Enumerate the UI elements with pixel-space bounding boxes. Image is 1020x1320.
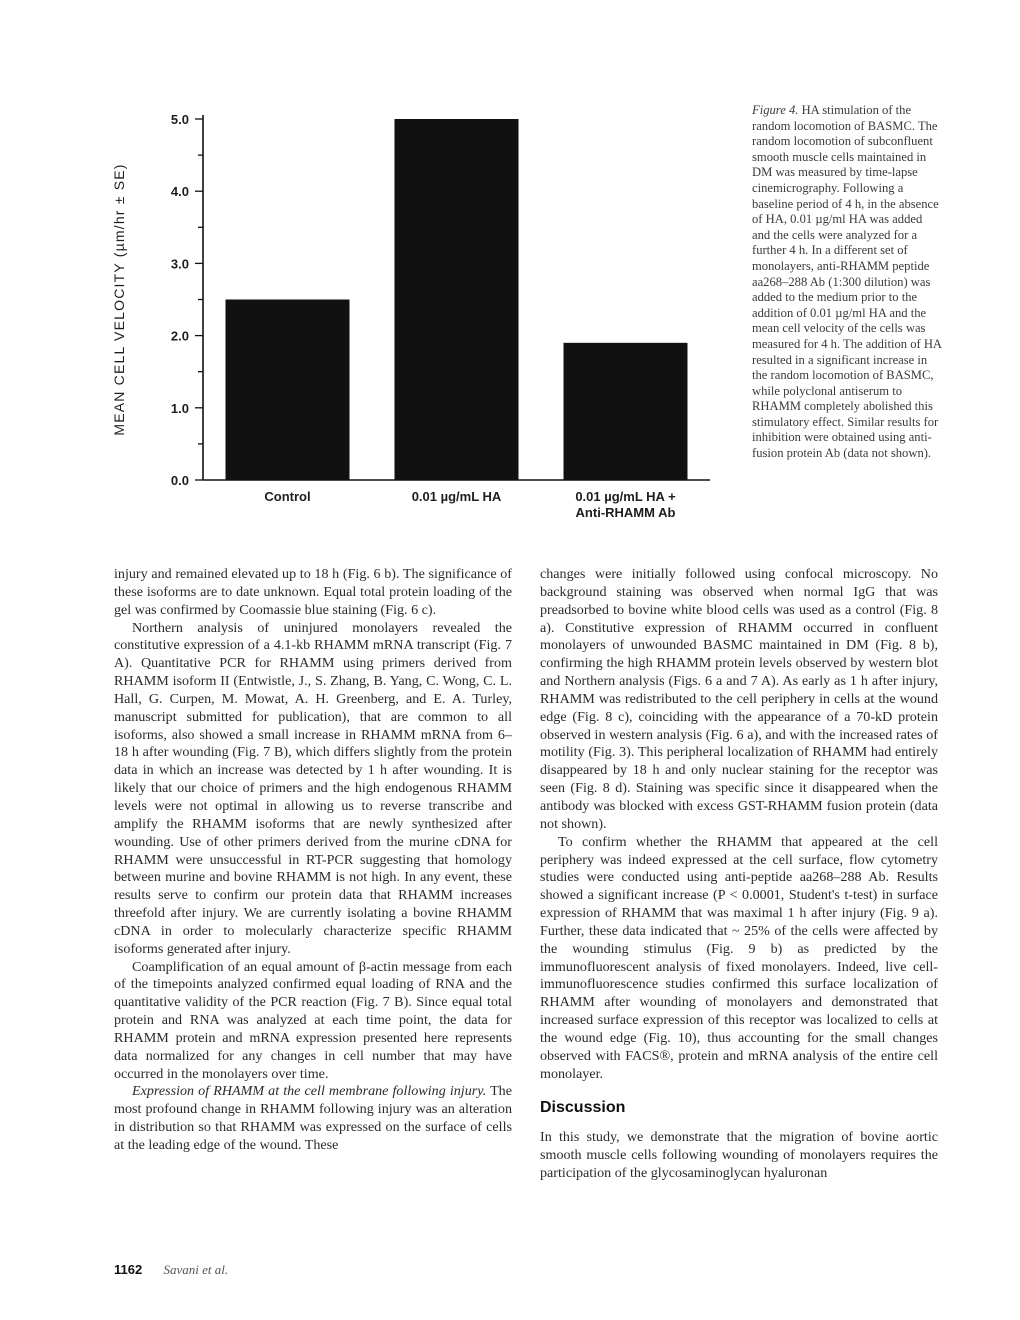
page-footer (114, 1262, 228, 1278)
figure-caption-text: HA stimulation of the random locomotion of BASMC. The random locomotion of subconfluent smooth muscle cells maintained in DM was measured by time-lapse cinemicrography. Following a baseline period of 4 h, in the absence of HA, 0.01 µg/ml HA was added and the cells were analyzed for a further 4 h. In a different set of monolayers, anti-RHAMM peptide aa268–288 Ab (1:300 dilution) was added to the medium prior to the addition of 0.01 µg/ml HA and the mean cell velocity of the cells was measured for 4 h. The addition of HA resulted in a significant increase in the random locomotion of BASMC, while polyclonal antiserum to RHAMM completely abolished this stimulatory effect. Similar results for inhibition were obtained using anti-fusion protein Ab (data not shown). (752, 103, 942, 461)
x-tick-label: Control (264, 489, 311, 504)
paragraph: Northern analysis of uninjured monolayers revealed the constitutive expression of a 4.1-kb RHAMM mRNA transcript (Fig. 7 A). Quantitative PCR for RHAMM using primers derived from RHAMM isoform II (Entwistle, J., S. Zhang, B. Yang, C. Wong, C. L. Hall, G. Curpen, M. Mowat, A. H. Greenberg, and E. A. Turley, manuscript submitted for publication), that are common to all isoforms, also showed a small increase in RHAMM mRNA from 6–18 h after wounding (Fig. 7 B), which differs slightly from the protein data in which an increase was detected by 1 h after wounding. It is likely that our choice of primers and the high endogenous RHAMM levels were not optimal in allowing us to reverse transcribe and amplify the RHAMM isoforms that are newly synthesized after wounding. Use of other primers derived from the murine cDNA for RHAMM were unsuccessful in RT-PCR suggesting that homology between murine and bovine RHAMM is not high. In any event, these results serve to confirm our protein data that RHAMM increases threefold after injury. We are currently isolating a bovine RHAMM cDNA in order to molecularly characterize specific RHAMM isoforms generated after injury. (114, 619, 512, 957)
bar (564, 343, 688, 480)
bar-chart (100, 95, 740, 540)
running-authors: Savani et al. (163, 1262, 229, 1277)
section-heading: Discussion (540, 1099, 626, 1117)
paragraph: In this study, we demonstrate that the migration of bovine aortic smooth muscle cells following wounding of monolayers requires the participation of the glycosaminoglycan hyaluronan (540, 1129, 938, 1181)
paragraph: changes were initially followed using confocal microscopy. No background staining was observed when normal IgG that was preadsorbed to bovine white blood cells was used as a control (Fig. 8 a). Constitutive expression of RHAMM occurred in confluent monolayers of unwounded BASMC maintained in DM (Fig. 8 b), confirming the high RHAMM protein levels observed by western blot and Northern analysis (Figs. 6 a and 7 A). As early as 1 h after injury, RHAMM was redistributed to the cell periphery in cells at the wound edge (Fig. 8 c), coinciding with the appearance of a 70-kD protein observed in western analysis (Fig. 6 a), and with the increased rates of motility (Fig. 3). This peripheral localization of RHAMM had entirely disappeared by 18 h and only nuclear staining for the receptor was seen (Fig. 8 d). Staining was specific since it disappeared when the antibody was blocked with excess GST-RHAMM fusion protein (data not shown). (540, 566, 938, 832)
x-tick-label: Anti-RHAMM Ab (575, 505, 676, 520)
figure-caption (752, 103, 942, 462)
bar (226, 300, 350, 481)
left-column (114, 566, 512, 1155)
paragraph: To confirm whether the RHAMM that appeared at the cell periphery was indeed expressed at the cell surface, flow cytometry studies were conducted using anti-peptide aa268–288 Ab. Results showed a significant increase (P < 0.0001, Student's t-test) in surface expression of RHAMM that was maximal 1 h after injury (Fig. 9 a). Further, these data indicated that ~ 25% of the cells were affected by the wounding stimulus (Fig. 9 b) as predicted by the immunofluorescent analysis of fixed monolayers. Indeed, live cell-immunofluorescence studies confirmed this surface localization of RHAMM after wounding of monolayers and demonstrated that increased surface expression of this receptor was localized to cells at the wound edge (Fig. 10), thus accounting for the small changes observed with FACS®, protein and mRNA analysis of the entire cell monolayer. (540, 833, 938, 1082)
page-number: 1162 (114, 1262, 143, 1277)
y-tick-label: 0.0 (170, 473, 189, 488)
bar (395, 119, 519, 480)
x-tick-label: 0.01 µg/mL HA + (575, 489, 676, 504)
right-column (540, 566, 938, 1183)
plot-area (111, 112, 710, 520)
y-tick-label: 5.0 (170, 112, 189, 127)
section-run-in-heading: Expression of RHAMM at the cell membrane following injury. (132, 1083, 487, 1100)
paragraph: Coamplification of an equal amount of β-actin message from each of the timepoints analyzed confirmed equal loading of RNA and the quantitative validity of the PCR reaction (Fig. 7 B). Since equal total protein and RNA was analyzed at each time point, the data for RHAMM protein and mRNA expression presented here represents data normalized for any changes in cell number that may have occurred in the monolayers over time. (114, 958, 512, 1082)
paragraph (114, 1083, 512, 1154)
y-axis-label: MEAN CELL VELOCITY (µm/hr ± SE) (111, 163, 127, 436)
x-tick-label: 0.01 µg/mL HA (411, 489, 502, 504)
y-tick-label: 3.0 (170, 256, 189, 272)
y-tick-label: 2.0 (170, 328, 189, 344)
y-tick-label: 1.0 (170, 400, 189, 416)
paragraph-text: The most profound change in RHAMM following injury was an alteration in distribution so that RHAMM was expressed on the surface of cells at the leading edge of the wound. These (114, 1083, 512, 1153)
paragraph: injury and remained elevated up to 18 h (Fig. 6 b). The significance of these isoforms are to date unknown. Equal total protein loading of the gel was confirmed by Coomassie blue staining (Fig. 6 c). (114, 566, 512, 618)
y-tick-label: 4.0 (170, 184, 189, 200)
figure-label: Figure 4. (752, 103, 799, 117)
